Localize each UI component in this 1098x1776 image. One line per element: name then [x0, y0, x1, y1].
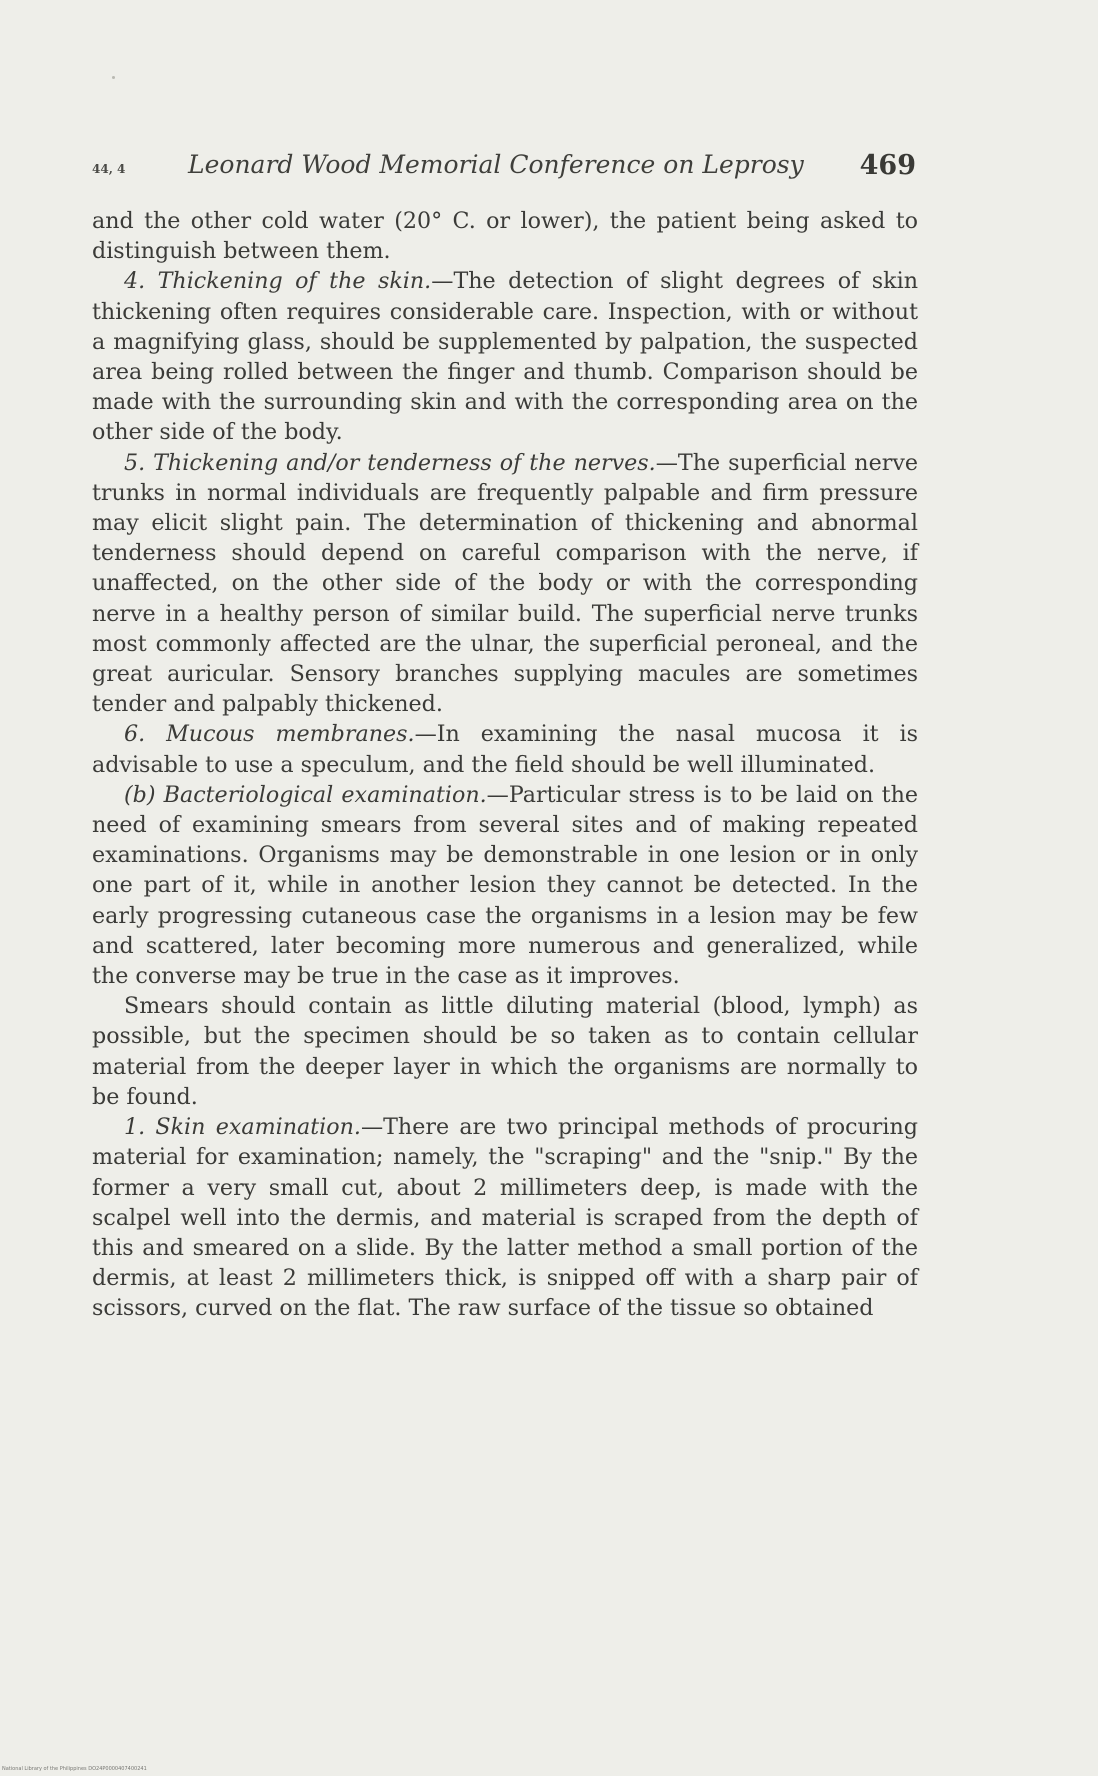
body-text [92, 206, 918, 1324]
paragraph-text: —In examining the nasal mucosa it is advisable to use a speculum, and the field should be well illuminated. [92, 721, 918, 778]
volume-issue: 44, 4 [92, 162, 126, 176]
scan-speck [112, 76, 115, 79]
paragraph-heading: 6. Mucous membranes. [124, 721, 415, 748]
paragraph-heading: 5. Thickening and/or tenderness of the nerves. [124, 449, 656, 476]
page-header [92, 148, 920, 190]
paragraph-text: and the other cold water (20° C. or lower), the patient being asked to distinguish between them. [92, 208, 918, 265]
paragraph-nerves [92, 448, 918, 720]
paragraph-text: —The detection of slight degrees of skin thickening often requires considerable care. Inspection, with or without a magnifying glass, should be supplemented by palpation, the suspected area being rolled between the finger and thumb. Comparison should be made with the surrounding skin and with the corresponding area on the other side of the body. [92, 268, 919, 446]
paragraph-continuation [92, 206, 918, 266]
paragraph-text: —There are two principal methods of procuring material for examination; namely, the "scraping" and the "snip." By the former a very small cut, about 2 millimeters deep, is made with the scalpel well into the dermis, and material is scraped from the depth of this and smeared on a slide. By the latter method a small portion of the dermis, at least 2 millimeters thick, is snipped off with a sharp pair of scissors, curved on the flat. The raw surface of the tissue so obtained [92, 1114, 919, 1322]
paragraph-skin-thickening [92, 266, 918, 447]
paragraph-text: Smears should contain as little diluting material (blood, lymph) as possible, but the specimen should be so taken as to contain cellular material from the deeper layer in which the organisms are normally to be found. [92, 993, 918, 1110]
paragraph-heading: (b) Bacteriological examination. [124, 781, 487, 808]
paragraph-heading: 1. Skin examination. [124, 1114, 361, 1141]
scan-footer-note: National Library of the Philippines DO24P0000407400241 [2, 1766, 147, 1772]
paragraph-smears [92, 991, 918, 1112]
page-number: 469 [859, 150, 916, 181]
paragraph-text: —Particular stress is to be laid on the need of examining smears from several sites and of making repeated examinations. Organisms may be demonstrable in one lesion or in only one part of it, while in another lesion they cannot be detected. In the early progressing cutaneous case the organisms in a lesion may be few and scattered, later becoming more numerous and generalized, while the converse may be true in the case as it improves. [92, 781, 918, 990]
paragraph-bacteriological [92, 780, 918, 991]
paragraph-heading: 4. Thickening of the skin. [124, 268, 432, 295]
running-title: Leonard Wood Memorial Conference on Leprosy [188, 150, 804, 179]
paragraph-skin-examination [92, 1112, 918, 1323]
paragraph-text: —The superficial nerve trunks in normal individuals are frequently palpable and firm pressure may elicit slight pain. The determination of thickening and abnormal tenderness should depend on careful comparison with the nerve, if unaffected, on the other side of the body or with the corresponding nerve in a healthy person of similar build. The superficial nerve trunks most commonly affected are the ulnar, the superficial peroneal, and the great auricular. Sensory branches supplying macules are sometimes tender and palpably thickened. [92, 449, 918, 718]
paragraph-mucous-membranes [92, 719, 918, 779]
